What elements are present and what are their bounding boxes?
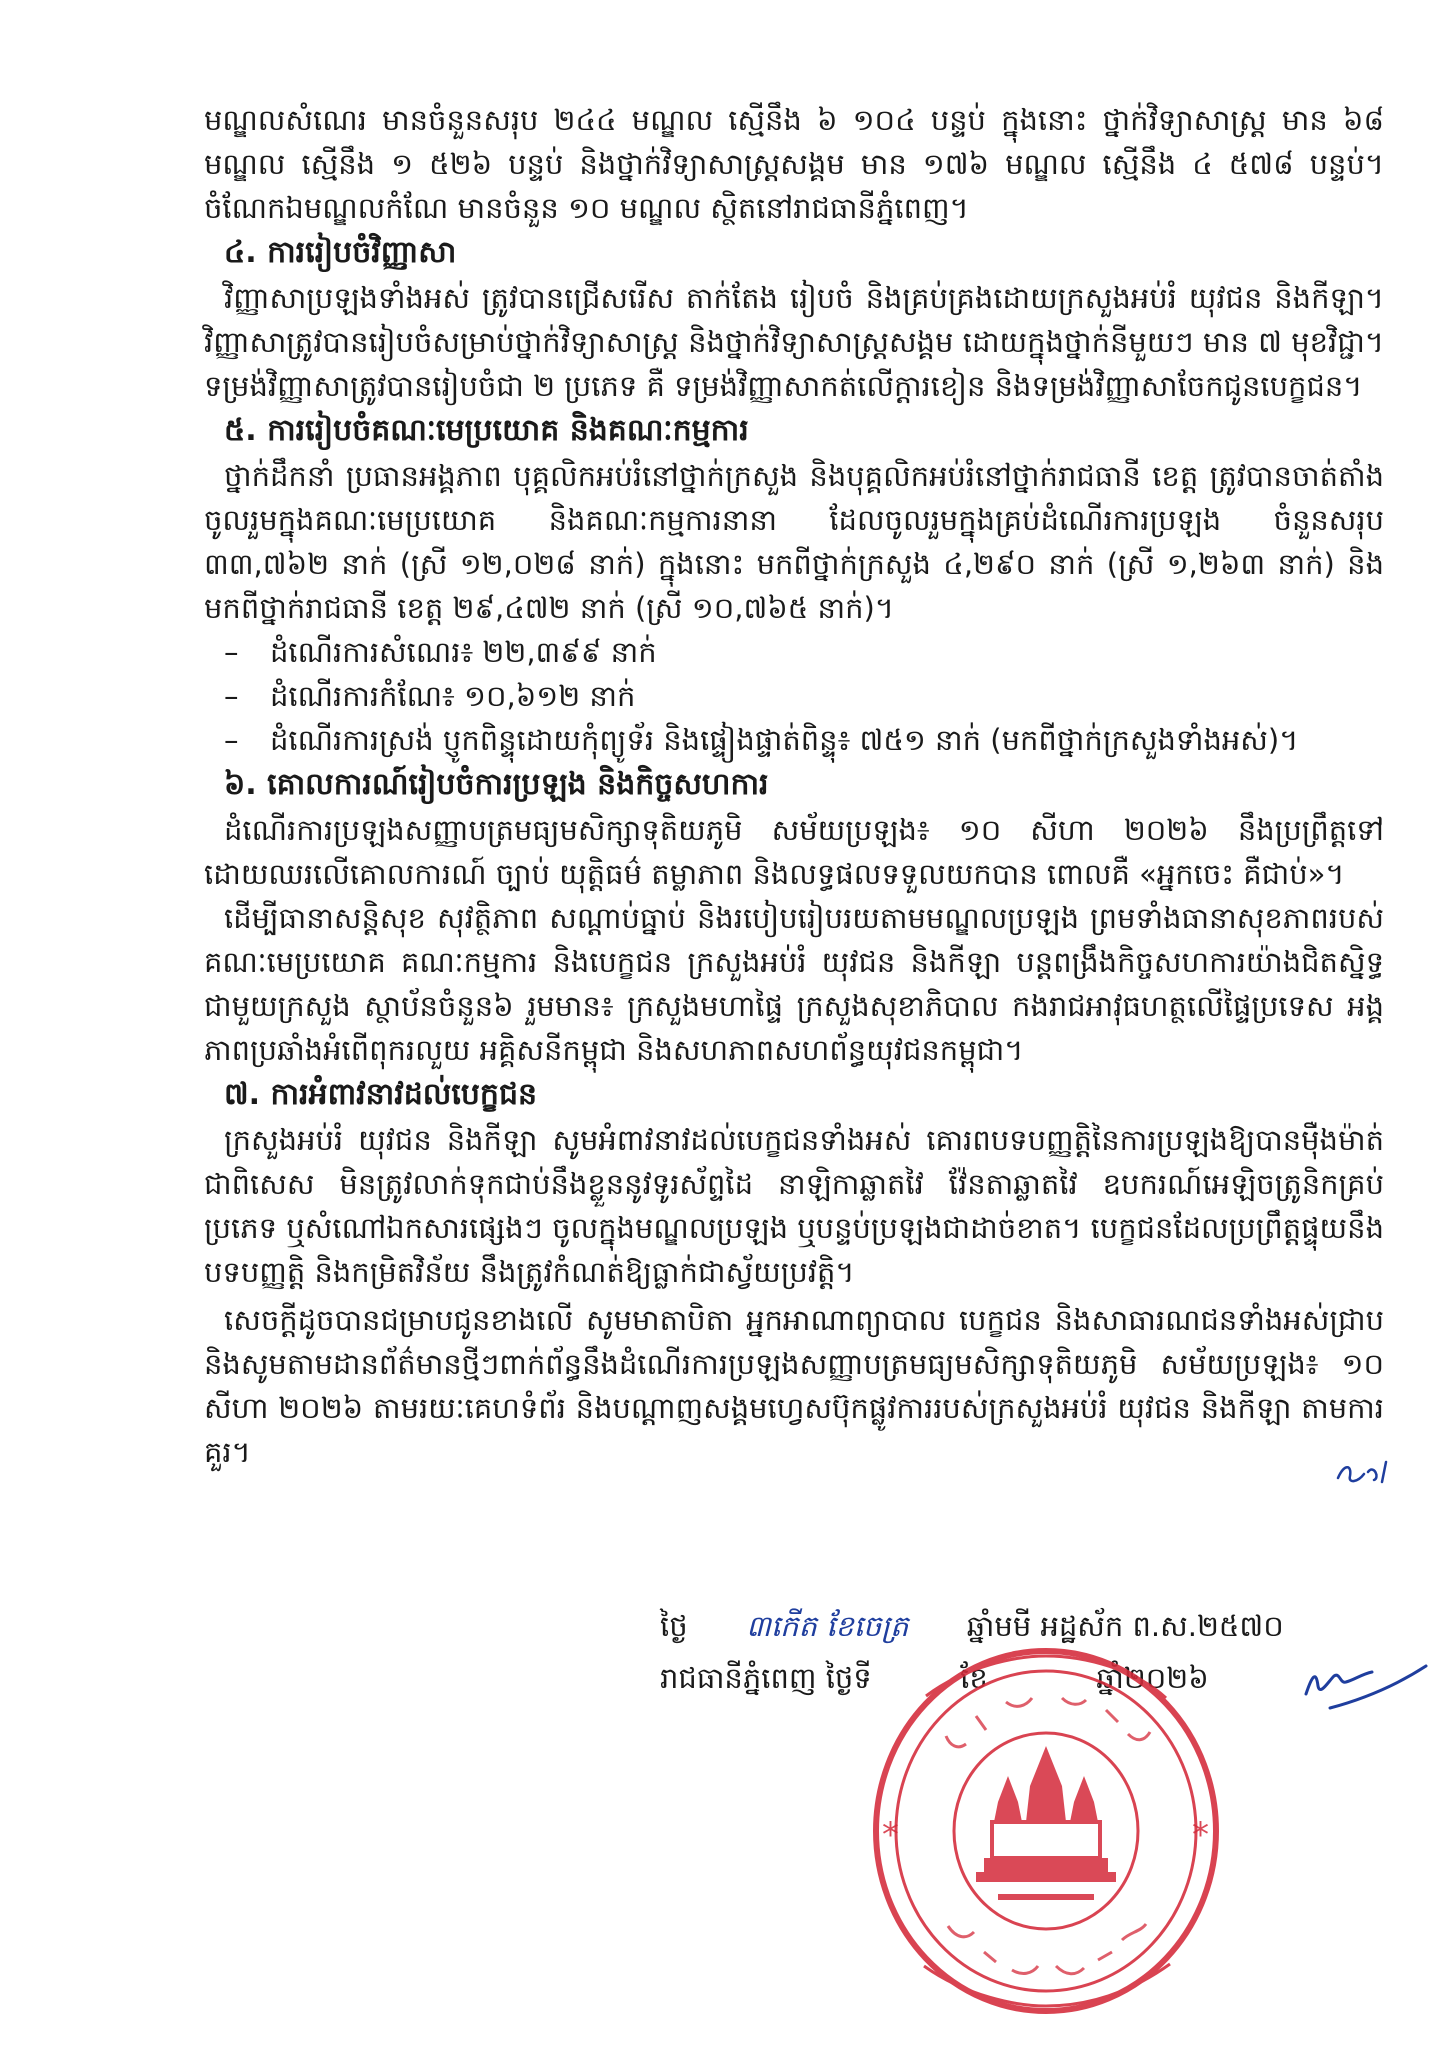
year-label: ឆ្នាំ២០២៦ (1096, 1661, 1209, 1695)
section-heading: ៥. ការរៀបចំគណៈមេប្រយោគ និងគណៈកម្មការ (224, 413, 749, 448)
section-5 (204, 408, 1384, 762)
closing-paragraph: សេចក្តីដូចបានជម្រាបជូនខាងលើ សូមមាតាបិតា អ្នកអាណាព្យាបាល បេក្ខជន និងសាធារណជនទាំងអស់ជ្រាប និងសូមតាមដានព័ត៌មានថ្មីៗពាក់ព័ន្ធនឹងដំណើរការប្រឡងសញ្ញាបត្រមធ្យមសិក្សាទុតិយភូមិ សម័យប្រឡង៖ ១០ សីហា ២០២៦ តាមរយៈគេហទំព័រ និងបណ្ដាញសង្គមហ្វេសប៊ុកផ្លូវការរបស់ក្រសួងអប់រំ យុវជន និងកីឡា តាមការគួរ។ (204, 1303, 1384, 1469)
svg-text:*: * (882, 1815, 899, 1855)
place-date-prefix: រាជធានីភ្នំពេញ ថ្ងៃទី (660, 1661, 872, 1695)
month-label: ខែ (960, 1661, 988, 1695)
list-item: – ដំណើរការស្រង់ ប្ញូកពិន្ទុដោយកុំព្យូទ័រ និងផ្ទៀងផ្ទាត់ពិន្ទុ៖ ៧៥១ នាក់ (មកពីថ្នាក់ក្រសួងទាំងអស់)។ (224, 718, 1384, 762)
intro-paragraph: មណ្ឌលសំណេរ មានចំនួនសរុប ២៤៤ មណ្ឌល ស្មើនឹង ៦ ១០៤ បន្ទប់ ក្នុងនោះ ថ្នាក់វិទ្យាសាស្ត្រ មាន ៦៨ មណ្ឌល ស្មើនឹង ១ ៥២៦ បន្ទប់ និងថ្នាក់វិទ្យាសាស្ត្រសង្គម មាន ១៧៦ មណ្ឌល ស្មើនឹង ៤ ៥៧៨ បន្ទប់។ ចំណែកឯមណ្ឌលកំណែ មានចំនួន ១០ មណ្ឌល ស្ថិតនៅរាជធានីភ្នំពេញ។ (204, 103, 1384, 225)
date-prefix: ថ្ងៃ (660, 1609, 688, 1643)
section-heading: ៦. គោលការណ៍រៀបចំការប្រឡង និងកិច្ចសហការ (224, 767, 769, 802)
section-heading: ៤. ការរៀបចំវិញ្ញាសា (224, 235, 457, 270)
handwritten-signature (1300, 1652, 1430, 1712)
handwritten-initial (1334, 1454, 1398, 1488)
section-7 (204, 1072, 1384, 1294)
document-body (204, 98, 1384, 1474)
section-paragraph: ដំណើរការប្រឡងសញ្ញាបត្រមធ្យមសិក្សាទុតិយភូមិ សម័យប្រឡង៖ ១០ សីហា ២០២៦ នឹងប្រព្រឹត្តទៅដោយឈរលើគោលការណ៍ ច្បាប់ យុត្តិធម៌ តម្លាភាព និងលទ្ធផលទទួលយកបាន ពោលគឺ «អ្នកចេះ គឺជាប់»។ (204, 813, 1384, 891)
section-paragraph: វិញ្ញាសាប្រឡងទាំងអស់ ត្រូវបានជ្រើសរើស តាក់តែង រៀបចំ និងគ្រប់គ្រងដោយក្រសួងអប់រំ យុវជន និងកីឡា។ វិញ្ញាសាត្រូវបានរៀបចំសម្រាប់ថ្នាក់វិទ្យាសាស្ត្រ និងថ្នាក់វិទ្យាសាស្ត្រសង្គម ដោយក្នុងថ្នាក់នីមួយៗ មាន ៧ មុខវិជ្ជា។ ទម្រង់វិញ្ញាសាត្រូវបានរៀបចំជា ២ ប្រភេទ គឺ ទម្រង់វិញ្ញាសាកត់លើក្ដារខៀន និងទម្រង់វិញ្ញាសាចែកជូនបេក្ខជន។ (204, 281, 1384, 403)
svg-text:*: * (1192, 1815, 1209, 1855)
list-item: – ដំណើរការសំណេរ៖ ២២,៣៩៩ នាក់ (224, 630, 1384, 674)
section-4 (204, 230, 1384, 408)
staff-breakdown-list (204, 630, 1384, 762)
section-paragraph: ដើម្បីធានាសន្តិសុខ សុវត្ថិភាព សណ្ដាប់ធ្នាប់ និងរបៀបរៀបរយតាមមណ្ឌលប្រឡង ព្រមទាំងធានាសុខភាពរបស់គណៈមេប្រយោគ គណៈកម្មការ និងបេក្ខជន ក្រសួងអប់រំ យុវជន និងកីឡា បន្តពង្រឹងកិច្ចសហការយ៉ាងជិតស្និទ្ធជាមួយក្រសួង ស្ថាប័នចំនួន៦ រួមមាន៖ ក្រសួងមហាផ្ទៃ ក្រសួងសុខាភិបាល កងរាជអាវុធហត្ថលើផ្ទៃប្រទេស អង្គភាពប្រឆាំងអំពើពុករលួយ អគ្គិសនីកម្ពុជា និងសហភាពសហព័ន្ធយុវជនកម្ពុជា។ (204, 901, 1384, 1067)
list-item: – ដំណើរការកំណែ៖ ១០,៦១២ នាក់ (224, 674, 1384, 718)
section-6 (204, 762, 1384, 1072)
handwritten-date: ៣កើត ខែចេត្រ (746, 1609, 909, 1643)
ministry-seal-stamp (866, 1626, 1226, 2026)
section-paragraph: ក្រសួងអប់រំ យុវជន និងកីឡា សូមអំពាវនាវដល់បេក្ខជនទាំងអស់ គោរពបទបញ្ញត្តិនៃការប្រឡងឱ្យបានម៉ឺងម៉ាត់ជាពិសេស មិនត្រូវលាក់ទុកជាប់នឹងខ្លួននូវទូរស័ព្ទដៃ នាឡិកាឆ្លាតវៃ វ៉ែនតាឆ្លាតវៃ ឧបករណ៍អេឡិចត្រូនិកគ្រប់ប្រភេទ ឬសំណៅឯកសារផ្សេងៗ ចូលក្នុងមណ្ឌលប្រឡង ឬបន្ទប់ប្រឡងជាដាច់ខាត។ បេក្ខជនដែលប្រព្រឹត្តផ្ទុយនឹងបទបញ្ញត្តិ និងកម្រិតវិន័យ នឹងត្រូវកំណត់ឱ្យធ្លាក់ជាស្វ័យប្រវត្តិ។ (204, 1123, 1384, 1289)
section-heading: ៧. ការអំពាវនាវដល់បេក្ខជន (224, 1077, 538, 1112)
section-paragraph: ថ្នាក់ដឹកនាំ ប្រធានអង្គភាព បុគ្គលិកអប់រំនៅថ្នាក់ក្រសួង និងបុគ្គលិកអប់រំនៅថ្នាក់រាជធានី ខេត្ត ត្រូវបានចាត់តាំងចូលរួមក្នុងគណៈមេប្រយោគ និងគណៈកម្មការនានា ដែលចូលរួមក្នុងគ្រប់ដំណើរការប្រឡង ចំនួនសរុប ៣៣,៧៦២ នាក់ (ស្រី ១២,០២៨ នាក់) ក្នុងនោះ មកពីថ្នាក់ក្រសួង ៤,២៩០ នាក់ (ស្រី ១,២៦៣ នាក់) និងមកពីថ្នាក់រាជធានី ខេត្ត ២៩,៤៧២ នាក់ (ស្រី ១០,៧៦៥ នាក់)។ (204, 459, 1384, 625)
lunar-date-rest: ឆ្នាំមមី អដ្ឋស័ក ព.ស.២៥៧០ (966, 1609, 1284, 1643)
